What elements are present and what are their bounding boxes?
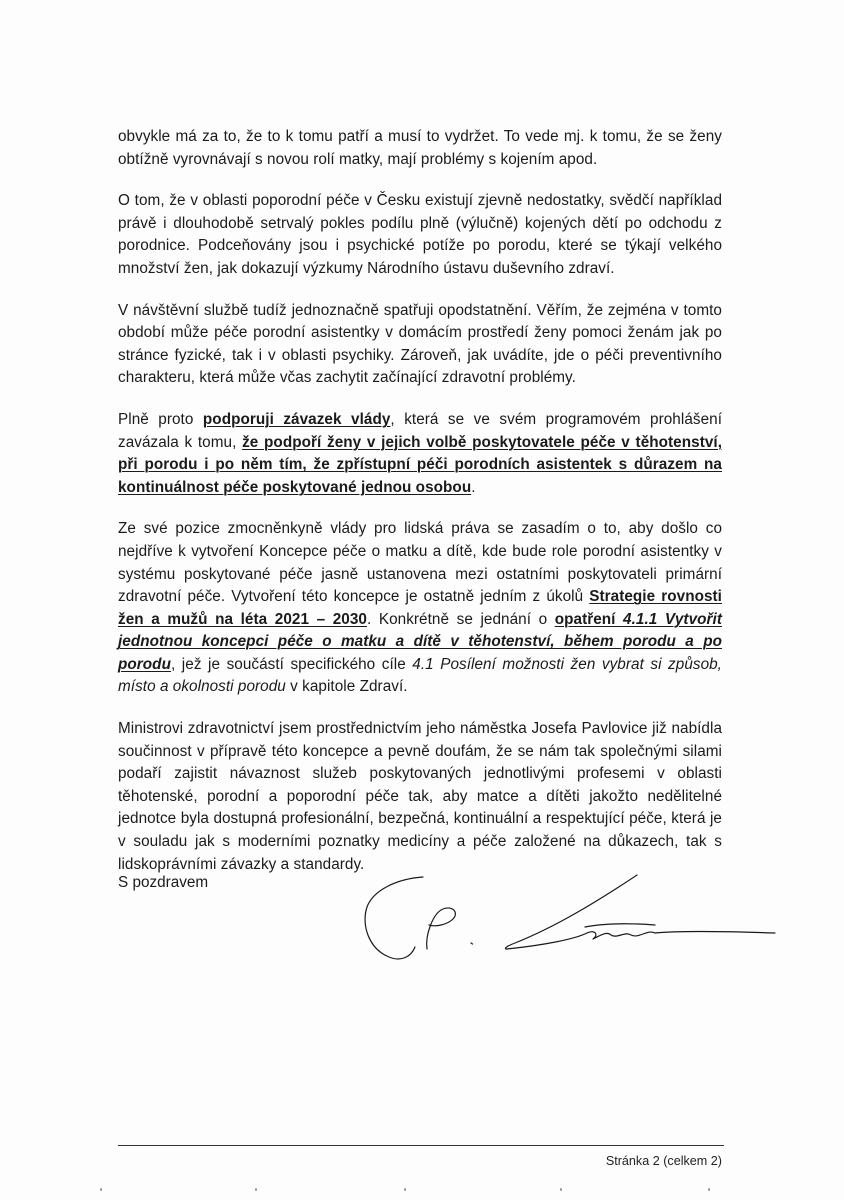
scan-speck xyxy=(100,1188,102,1191)
scan-speck xyxy=(255,1188,257,1191)
letter-paragraph xyxy=(118,126,722,171)
paragraph-text: O tom, že v oblasti poporodní péče v Česku existují zjevně nedostatky, svědčí například právě i dlouhodobě setrvalý pokles podílu plně (výlučně) kojených dětí po odchodu z porodnice. Podceňovány jsou i psychické potíže po porodu, které se týkají velkého množství žen, jak dokazují výzkumy Národního ústavu duševního zdraví. xyxy=(118,192,722,277)
scan-speck xyxy=(708,1188,710,1191)
emphasized-text: že podpoří ženy v jejich volbě poskytovatele péče v těhotenství, při porodu i po něm tím, že zpřístupní péči porodních asistentek s důrazem na kontinuálnost péče poskytované jednou osobou xyxy=(118,433,722,496)
page-number: Stránka 2 (celkem 2) xyxy=(605,1154,722,1168)
scan-speck xyxy=(404,1188,406,1191)
signature-stroke-dot xyxy=(471,943,473,944)
emphasized-text: podporuji závazek vlády xyxy=(202,410,391,428)
paragraph-text: Ze své pozice zmocněnkyně vlády pro lidská práva se zasadím o to, aby došlo co nejdříve k vytvoření Koncepce péče o matku a dítě, kde bude role porodní asistentky v systému poskytované péče jasně ustanovena mezi ostatními poskytovateli primární zdravotní péče. Vytvoření této koncepce je ostatně jedním z úkolů xyxy=(118,520,722,606)
handwritten-signature xyxy=(355,865,795,985)
paragraph-text: V návštěvní službě tudíž jednoznačně spatřuji opodstatnění. Věřím, že zejména v tomto období může péče porodní asistentky v domácím prostředí ženy pomoci ženám jak po stránce fyzické, tak i v oblasti psychiky. Zároveň, jak uvádíte, jde o péči preventivního charakteru, která může včas zachytit začínající zdravotní problémy. xyxy=(118,301,722,387)
footer-rule xyxy=(118,1145,724,1146)
paragraph-text: . Konkrétně se jednání o xyxy=(366,610,555,628)
paragraph-text: Ministrovi zdravotnictví jsem prostřednictvím jeho náměstka Josefa Pavlovice již nabídla součinnost v přípravě této koncepce a pevně doufám, že se nám tak společnými silami podaří zajistit návaznost služeb poskytovaných jednotlivými profesemi v oblasti těhotenské, porodní a poporodní péče tak, aby matce a dítěti jakožto nedělitelné jednotce byla dostupná profesionální, bezpečná, kontinuální a respektující péče, která je v souladu jak s moderními poznatky medicíny a péče založené na důkazech, tak s lidskoprávními závazky a standardy. xyxy=(118,720,722,873)
letter-paragraph xyxy=(118,518,722,699)
paragraph-text: , jež je součástí specifického cíle xyxy=(170,655,413,673)
paragraph-text: . xyxy=(471,478,476,496)
emphasized-text: opatření xyxy=(554,610,624,628)
paragraph-text: v kapitole Zdraví. xyxy=(285,678,408,696)
signature-stroke-swash xyxy=(585,924,655,927)
scan-speck xyxy=(560,1188,562,1191)
paragraph-text: , která se ve svém programovém prohlášení zavázala k tomu, xyxy=(118,410,722,451)
signature-stroke-slash xyxy=(505,875,637,949)
letter-body xyxy=(118,126,722,895)
signature-stroke-p xyxy=(427,908,456,949)
letter-paragraph xyxy=(118,300,722,390)
signature-stroke-loop xyxy=(365,877,423,959)
closing-greeting: S pozdravem xyxy=(118,874,209,891)
paragraph-text: 4.1 Posílení možnosti žen vybrat si způsob, místo a okolnosti porodu xyxy=(118,655,722,696)
paragraph-text: Plně proto xyxy=(118,410,203,428)
letter-paragraph xyxy=(118,190,722,280)
emphasized-text: 4.1.1 Vytvořit jednotnou koncepci péče o matku a dítě v těhotenství, během porodu a po porodu xyxy=(118,610,722,673)
paragraph-text: obvykle má za to, že to k tomu patří a musí to vydržet. To vede mj. k tomu, že se ženy obtížně vyrovnávají s novou rolí matky, mají problémy s kojením apod. xyxy=(118,128,722,168)
emphasized-text: Strategie rovnosti žen a mužů na léta 2021 – 2030 xyxy=(118,588,722,628)
letter-paragraph xyxy=(118,718,722,876)
signature-stroke-tail xyxy=(507,932,775,950)
letter-paragraph xyxy=(118,409,722,499)
